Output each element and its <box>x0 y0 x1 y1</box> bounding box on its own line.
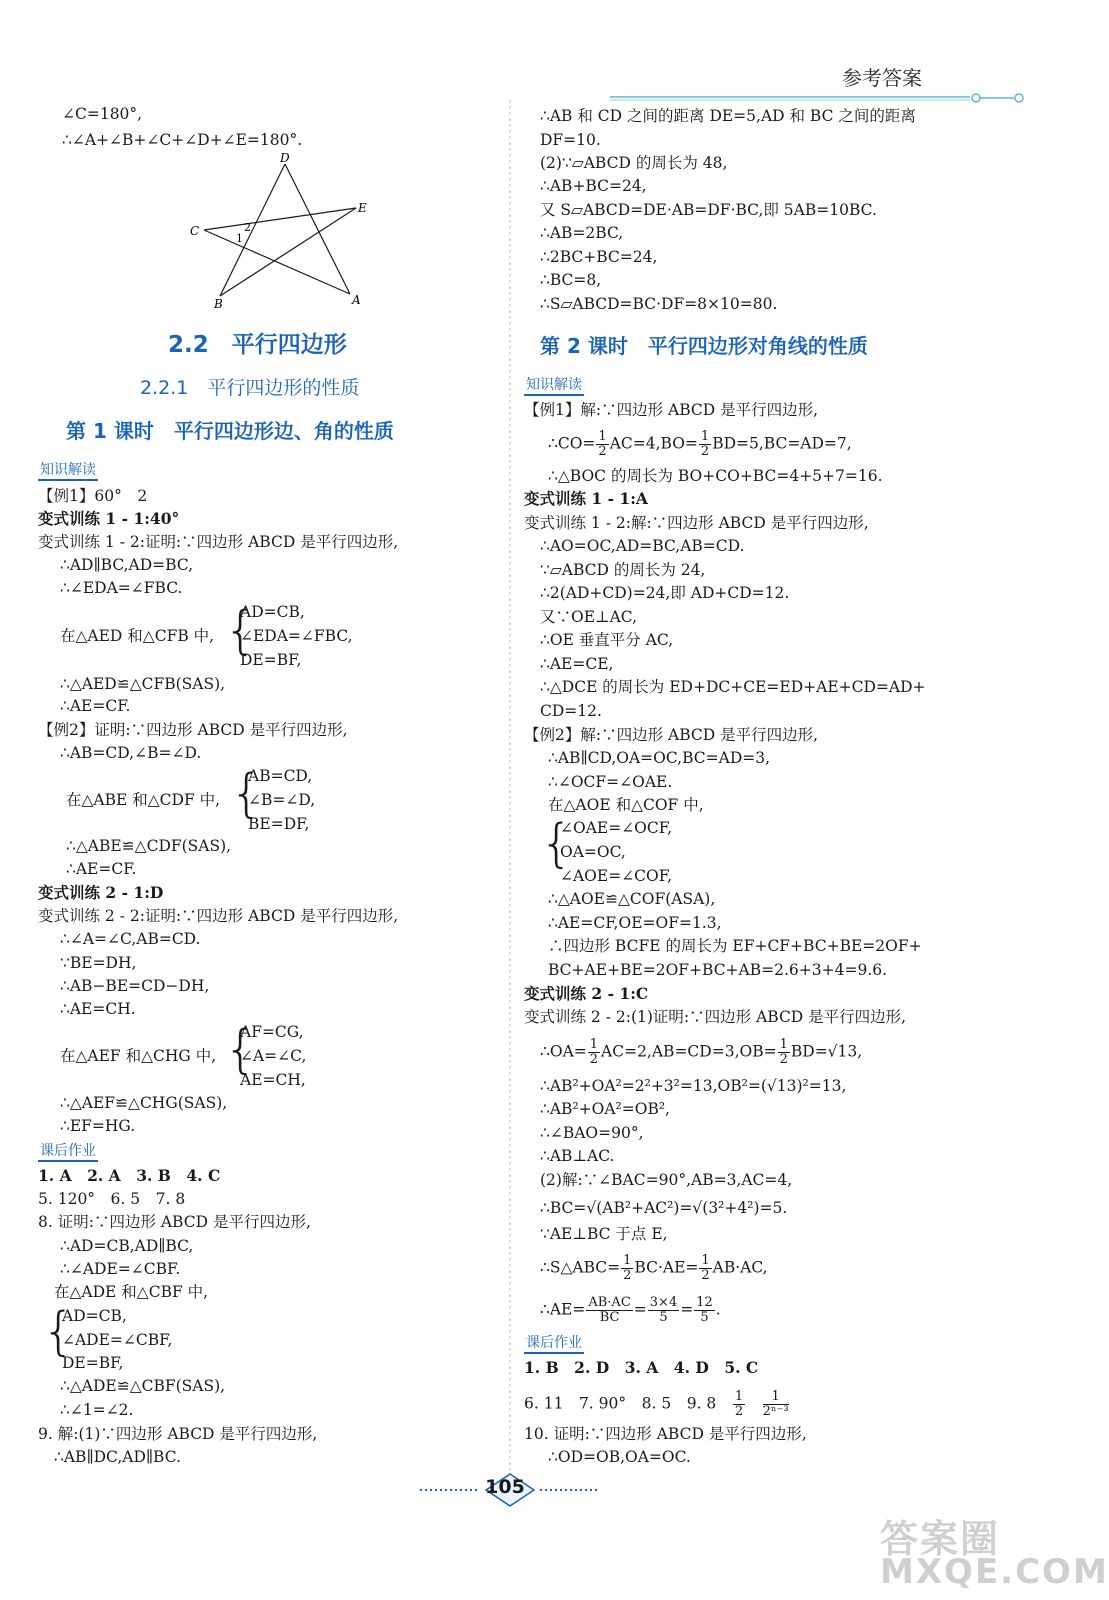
text-line: AE=CH, <box>240 1071 306 1089</box>
text-line: 又∵OE⊥AC, <box>540 608 638 626</box>
lesson-heading: 第 1 课时 平行四边形边、角的性质 <box>66 419 394 443</box>
fraction <box>694 1296 715 1325</box>
text-line: 变式训练 2 - 1:C <box>524 984 649 1003</box>
text-line: OA=OC, <box>560 843 626 861</box>
fraction <box>648 1296 679 1325</box>
text-line: ∴△BOC 的周长为 BO+CO+BC=4+5+7=16. <box>548 467 883 485</box>
brace: { <box>224 1020 258 1080</box>
text-segment: ∴AE= <box>540 1300 586 1319</box>
text-line: ∴∠1=∠2. <box>60 1401 134 1419</box>
text-line <box>548 430 852 459</box>
fraction <box>596 430 608 459</box>
text-line: ∴△ADE≌△CBF(SAS), <box>60 1377 226 1395</box>
text-line: ∴EF=HG. <box>60 1117 136 1135</box>
fraction <box>763 1390 789 1419</box>
page-number: 105 <box>485 1476 525 1498</box>
text-segment: BD=√13, <box>790 1042 863 1061</box>
figure-label: 2 <box>244 221 251 234</box>
text-line: ∴AB=2BC, <box>540 224 624 242</box>
text-line <box>540 1038 862 1067</box>
text-line: DF=10. <box>540 131 601 149</box>
text-line: ∠B=∠D, <box>248 791 316 809</box>
denominator: 2 <box>779 1052 788 1067</box>
text-line: ∴AE=CH. <box>60 1000 136 1018</box>
text-line: 变式训练 1 - 1:40° <box>38 509 180 528</box>
denominator: 2 <box>623 1268 632 1283</box>
text-line: ∴AD=CB,AD∥BC, <box>60 1237 194 1255</box>
subsection-heading: 2.2.1 平行四边形的性质 <box>140 377 360 399</box>
fraction <box>621 1254 633 1283</box>
text-line: ∴AB²+OA²=2²+3²=13,OB²=(√13)²=13, <box>540 1077 847 1095</box>
section-heading: 2.2 平行四边形 <box>168 332 347 358</box>
text-line: ∵BE=DH, <box>60 954 137 972</box>
text-line: ∴AE= $\frac{AB\cdot AC}{BC}$ = $\frac{3\times 4}{5}$ = $\frac{12}{5}$ . <box>540 1295 721 1325</box>
text-line: ∴∠OCF=∠OAE. <box>548 773 673 791</box>
text-segment: AC=4,BO= <box>609 434 698 453</box>
fraction <box>778 1038 790 1067</box>
text-segment: AB·AC, <box>712 1258 768 1277</box>
text-line: 【例2】解:∵四边形 ABCD 是平行四边形, <box>524 726 819 744</box>
text-line: 9. 解:(1)∵四边形 ABCD 是平行四边形, <box>38 1425 318 1443</box>
text-line: CD=12. <box>540 702 602 720</box>
text-line: DE=BF, <box>240 651 302 669</box>
text-line: DE=BF, <box>62 1354 124 1372</box>
header-title: 参考答案 <box>842 66 922 90</box>
text-line: ∴△AED≌△CFB(SAS), <box>60 675 226 693</box>
text-line: ∴AB∥DC,AD∥BC. <box>54 1448 181 1466</box>
text-line: 8. 证明:∵四边形 ABCD 是平行四边形, <box>38 1213 311 1231</box>
text-line: ∴∠A+∠B+∠C+∠D+∠E=180°. <box>62 131 303 149</box>
text-line: ∴AB=CD,∠B=∠D. <box>60 744 202 762</box>
watermark: 答案圈 <box>880 1517 1001 1561</box>
text-segment: ∴S△ABC= <box>540 1258 621 1277</box>
numerator: 12 <box>696 1295 713 1310</box>
text-line: AF=CG, <box>240 1023 304 1041</box>
text-line: ∴OD=OB,OA=OC. <box>548 1448 691 1466</box>
text-line: 在△AED 和△CFB 中, <box>60 627 215 645</box>
numerator: 1 <box>598 429 607 444</box>
text-line: ∴AB 和 CD 之间的距离 DE=5,AD 和 BC 之间的距离 <box>540 107 916 125</box>
text-line: 【例1】60° 2 <box>38 487 148 505</box>
column-divider <box>508 100 512 1480</box>
figure-label: A <box>352 293 361 307</box>
denominator: 2 <box>701 1268 710 1283</box>
text-line: ∴S▱ABCD=BC·DF=8×10=80. <box>540 295 778 313</box>
fraction <box>588 1038 600 1067</box>
text-line: (2)解:∵∠BAC=90°,AB=3,AC=4, <box>540 1171 793 1189</box>
denominator: 2 <box>589 1052 599 1067</box>
text-line: ∴AE=CF,OE=OF=1.3, <box>548 914 722 932</box>
text-line: ∴2(AD+CD)=24,即 AD+CD=12. <box>540 584 790 602</box>
text-line: BE=DF, <box>248 815 310 833</box>
text-line: ∴BC=8, <box>540 271 602 289</box>
numerator: 1 <box>763 1390 789 1405</box>
text-line: AB=CD, <box>248 767 313 785</box>
text-line: ∴AB−BE=CD−DH, <box>60 977 210 995</box>
text-line: ∵AE⊥BC 于点 E, <box>540 1225 668 1243</box>
fraction <box>733 1390 745 1419</box>
text-line: 【例2】证明:∵四边形 ABCD 是平行四边形, <box>38 721 348 739</box>
text-line: ∴OE 垂直平分 AC, <box>540 631 674 649</box>
text-line: ∴AD∥BC,AD=BC, <box>60 556 194 574</box>
fraction <box>586 1296 632 1325</box>
denominator: 2 <box>734 1404 744 1419</box>
text-line: ∠OAE=∠OCF, <box>560 819 673 837</box>
brace: { <box>42 1302 76 1362</box>
figure-label: 1 <box>236 232 243 245</box>
denominator: 2ⁿ⁻³ <box>762 1404 789 1419</box>
text-line: ∠AOE=∠COF, <box>560 867 673 885</box>
text-line: ∴AE=CF. <box>66 860 137 878</box>
numerator: 1 <box>779 1037 788 1052</box>
text-line: ∴AE=CE, <box>540 655 614 673</box>
text-line: ∴△ABE≌△CDF(SAS), <box>66 837 232 855</box>
text-line: ∴AB+BC=24, <box>540 177 647 195</box>
text-line: 在△ADE 和△CBF 中, <box>54 1283 209 1301</box>
text-line: ∴△AEF≌△CHG(SAS), <box>60 1094 228 1112</box>
text-line: ∵▱ABCD 的周长为 24, <box>540 561 706 579</box>
text-line: ∴△AOE≌△COF(ASA), <box>548 890 716 908</box>
text-line: ∴∠EDA=∠FBC. <box>60 579 183 597</box>
text-line: ∴△DCE 的周长为 ED+DC+CE=ED+AE+CD=AD+ <box>540 678 926 696</box>
numerator: 3×4 <box>649 1295 678 1310</box>
text-line: ∴AB⊥AC. <box>540 1147 615 1165</box>
fraction <box>699 430 711 459</box>
text-segment: ∴CO= <box>548 434 596 453</box>
numerator: 1 <box>701 1253 710 1268</box>
text-segment: 6. 11 7. 90° 8. 5 9. 8 <box>524 1394 717 1413</box>
text-line: 变式训练 2 - 2:证明:∵四边形 ABCD 是平行四边形, <box>38 907 399 925</box>
fraction <box>699 1254 711 1283</box>
text-line: 10. 证明:∵四边形 ABCD 是平行四边形, <box>524 1425 807 1443</box>
text-line: AD=CB, <box>240 603 305 621</box>
text-line: ∴∠ADE=∠CBF. <box>60 1260 181 1278</box>
lesson-heading: 第 2 课时 平行四边形对角线的性质 <box>540 334 868 358</box>
text-segment: AC=2,AB=CD=3,OB= <box>601 1042 777 1061</box>
text-line: ∴AB∥CD,OA=OC,BC=AD=3, <box>548 749 771 767</box>
tag-knowledge: 知识解读 <box>38 461 98 481</box>
figure-label: D <box>280 151 290 165</box>
text-line: ∴2BC+BC=24, <box>540 248 658 266</box>
text-line: ∠C=180°, <box>62 105 143 123</box>
star-figure <box>180 148 380 314</box>
text-segment: BD=5,BC=AD=7, <box>712 434 852 453</box>
text-line: 5. 120° 6. 5 7. 8 <box>38 1190 186 1208</box>
watermark-url: MXQE.COM <box>880 1552 1109 1592</box>
numerator: 1 <box>734 1389 744 1404</box>
text-line: 又 S▱ABCD=DE·AB=DF·BC,即 5AB=10BC. <box>540 201 877 219</box>
text-line: ∴四边形 BCFE 的周长为 EF+CF+BC+BE=2OF+ <box>548 937 922 955</box>
numerator: 1 <box>623 1253 632 1268</box>
text-line: (2)∵▱ABCD 的周长为 48, <box>540 154 728 172</box>
numerator: 1 <box>589 1037 599 1052</box>
text-line: ∠ADE=∠CBF, <box>62 1331 173 1349</box>
denominator: 2 <box>598 444 607 459</box>
text-line <box>540 1254 768 1283</box>
text-line: 在△AEF 和△CHG 中, <box>60 1047 217 1065</box>
brace: { <box>540 814 574 874</box>
text-line: AD=CB, <box>62 1307 127 1325</box>
figure-label: C <box>190 224 200 238</box>
numerator: AB·AC <box>588 1295 631 1310</box>
tag-knowledge: 知识解读 <box>524 376 584 396</box>
figure-label: E <box>358 201 367 215</box>
tag-homework: 课后作业 <box>38 1142 98 1162</box>
text-line: ∠EDA=∠FBC, <box>240 627 353 645</box>
text-line: BC+AE+BE=2OF+BC+AB=2.6+3+4=9.6. <box>548 961 888 979</box>
text-line: ∴∠A=∠C,AB=CD. <box>60 930 201 948</box>
text-line: 【例1】解:∵四边形 ABCD 是平行四边形, <box>524 401 819 419</box>
brace: { <box>224 601 258 661</box>
text-line: 变式训练 2 - 2:(1)证明:∵四边形 ABCD 是平行四边形, <box>524 1008 907 1026</box>
text-line: 在△AOE 和△COF 中, <box>548 796 704 814</box>
text-line: ∴BC=√(AB²+AC²)=√(3²+4²)=5. <box>540 1199 788 1217</box>
figure-label: B <box>214 297 223 311</box>
text-line: ∴AE=CF. <box>60 697 131 715</box>
denominator: 2 <box>700 444 710 459</box>
text-segment: ∴OA= <box>540 1042 587 1061</box>
text-line: 变式训练 2 - 1:D <box>38 883 164 902</box>
text-line: ∴AO=OC,AD=BC,AB=CD. <box>540 537 745 555</box>
text-line <box>524 1390 790 1419</box>
tag-homework: 课后作业 <box>524 1334 584 1354</box>
denominator: 5 <box>700 1310 709 1325</box>
numerator: 1 <box>700 429 710 444</box>
header-rule <box>610 92 1030 104</box>
text-segment: BC·AE= <box>634 1258 699 1277</box>
text-line: 1. A 2. A 3. B 4. C <box>38 1166 221 1185</box>
text-line: ∴AB²+OA²=OB², <box>540 1100 670 1118</box>
text-line: 变式训练 1 - 1:A <box>524 489 648 508</box>
text-line: 变式训练 1 - 2:证明:∵四边形 ABCD 是平行四边形, <box>38 533 399 551</box>
denominator: BC <box>599 1310 620 1325</box>
brace: { <box>230 764 264 824</box>
text-line: 在△ABE 和△CDF 中, <box>66 791 221 809</box>
text-line: ∴∠BAO=90°, <box>540 1124 644 1142</box>
text-line: 1. B 2. D 3. A 4. D 5. C <box>524 1358 759 1377</box>
text-line: 变式训练 1 - 2:解:∵四边形 ABCD 是平行四边形, <box>524 514 869 532</box>
text-line: ∠A=∠C, <box>240 1047 307 1065</box>
denominator: 5 <box>659 1310 668 1325</box>
